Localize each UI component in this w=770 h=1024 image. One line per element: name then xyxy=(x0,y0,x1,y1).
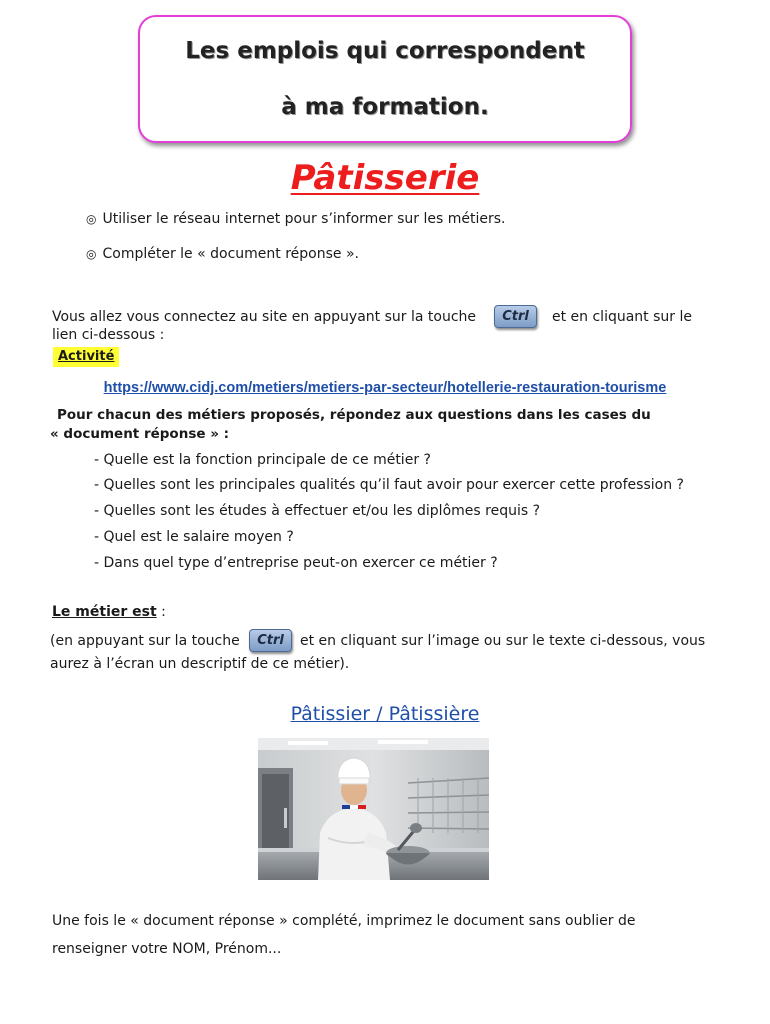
bullet-item xyxy=(86,246,359,262)
bullet-text: Compléter le « document réponse ». xyxy=(102,246,359,262)
pastry-chef-image xyxy=(258,738,489,880)
intro-text-before-key: Vous allez vous connectez au site en appuyant sur la touche xyxy=(52,309,477,325)
ctrl-key-icon: Ctrl xyxy=(249,629,292,652)
closing-line1: Une fois le « document réponse » complété, imprimez le document sans oublier de xyxy=(52,913,636,929)
job-title-link[interactable]: Pâtissier / Pâtissière xyxy=(290,703,480,725)
subject-title: Pâtisserie xyxy=(290,158,480,198)
question-item: - Quelles sont les études à effectuer et/ou les diplômes requis ? xyxy=(94,503,541,519)
title-line-1: Les emplois qui correspondent xyxy=(185,38,585,64)
metier-label-text: Le métier est xyxy=(52,604,157,620)
metier-label xyxy=(52,604,166,620)
instruction-line1: Pour chacun des métiers proposés, répondez aux questions dans les cases du xyxy=(57,407,651,423)
question-item: - Quelles sont les principales qualités qu’il faut avoir pour exercer cette profession ? xyxy=(94,477,684,493)
bullet-icon: ◎ xyxy=(86,247,97,261)
metier-text-line2: aurez à l’écran un descriptif de ce métier). xyxy=(50,656,350,672)
title-line-2: à ma formation. xyxy=(281,94,489,120)
closing-line2: renseigner votre NOM, Prénom... xyxy=(52,941,282,957)
bullet-item xyxy=(86,211,506,227)
question-item: - Dans quel type d’entreprise peut-on exercer ce métier ? xyxy=(94,555,498,571)
intro-text-after-key: et en cliquant sur le xyxy=(552,309,692,325)
cidj-link[interactable]: https://www.cidj.com/metiers/metiers-par-secteur/hotellerie-restauration-tourisme xyxy=(103,380,667,396)
activity-label: Activité xyxy=(53,347,119,367)
ctrl-key-icon: Ctrl xyxy=(494,305,537,328)
question-item: - Quel est le salaire moyen ? xyxy=(94,529,294,545)
metier-label-colon: : xyxy=(156,604,166,620)
bullet-icon: ◎ xyxy=(86,212,97,226)
metier-text-before-key: (en appuyant sur la touche xyxy=(50,633,240,649)
metier-text-after-key: et en cliquant sur l’image ou sur le texte ci-dessous, vous xyxy=(300,633,706,649)
intro-text-line2: lien ci-dessous : xyxy=(52,327,165,343)
instruction-line2: « document réponse » : xyxy=(50,426,230,442)
title-box xyxy=(138,15,632,143)
question-item: - Quelle est la fonction principale de ce métier ? xyxy=(94,452,431,468)
pastry-chef-photo[interactable] xyxy=(258,738,489,880)
bullet-text: Utiliser le réseau internet pour s’informer sur les métiers. xyxy=(102,211,506,227)
